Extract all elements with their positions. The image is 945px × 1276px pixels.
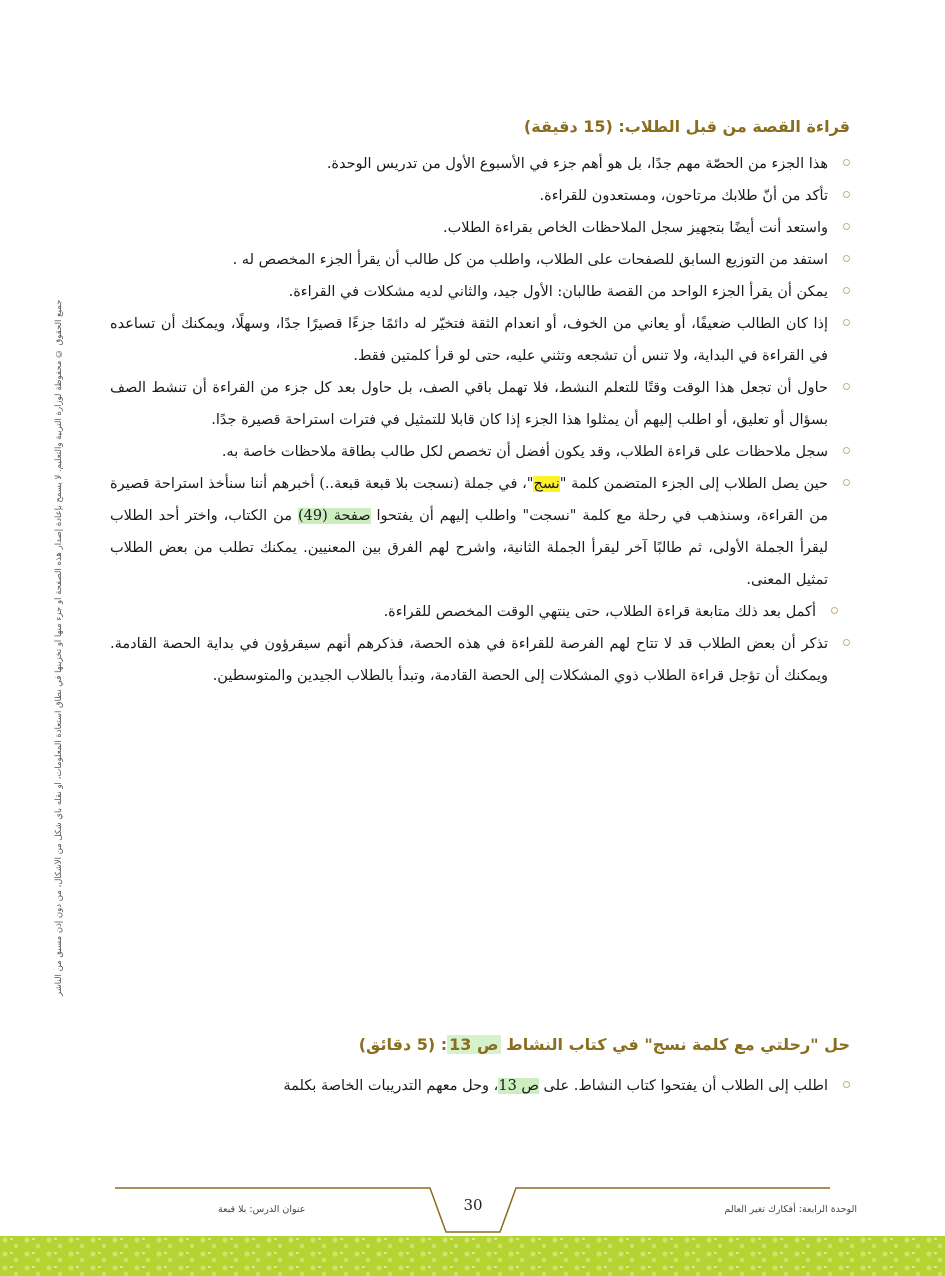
list-item: إذا كان الطالب ضعيفًا، أو يعاني من الخوف، أو انعدام الثقة فتخيّر له دائمًا جزءًا قصيرًا جدًا، وسهلًا، ويمكنك أن تساعده في القراءة في البداية، ولا تنس أن تشجعه وتثني عليه، حتى لو قرأ كلمتين فقط. — [110, 308, 850, 372]
list-item: اطلب إلى الطلاب أن يفتحوا كتاب النشاط. على ص 13، وحل معهم التدريبات الخاصة بكلمة — [110, 1070, 850, 1102]
section-heading-activity: حل "رحلتي مع كلمة نسج" في كتاب النشاط ص 13: (5 دقائق) — [358, 1035, 850, 1054]
circle-bullet-icon — [843, 1081, 850, 1088]
list-item: هذا الجزء من الحصّة مهم جدًا، بل هو أهم جزء في الأسبوع الأول من تدريس الوحدة. — [110, 148, 850, 180]
list-item: سجل ملاحظات على قراءة الطلاب، وقد يكون أفضل أن تخصص لكل طالب بطاقة ملاحظات خاصة به. — [110, 436, 850, 468]
page-reference: صفحة (49) — [297, 508, 371, 524]
list-item: حاول أن تجعل هذا الوقت وقتًا للتعلم النشط، فلا تهمل باقي الصف، بل حاول بعد كل جزء من القراءة أن تنشط الصف بسؤال أو تعليق، أو اطلب إليهم أن يمثلوا هذا الجزء إذا كان قابلا للتمثيل في فترات استراحة قصيرة جدًا. — [110, 372, 850, 436]
section-heading-reading: قراءة القصة من قبل الطلاب: (15 دقيقة) — [523, 117, 850, 136]
footer-pattern-band — [0, 1236, 945, 1276]
footer-unit-title: الوحدة الرابعة: أفكارك تغير العالم — [724, 1204, 857, 1215]
highlighted-word-naseej: نسج — [533, 476, 560, 492]
circle-bullet-icon — [843, 255, 850, 262]
circle-bullet-icon — [831, 607, 838, 614]
circle-bullet-icon — [843, 447, 850, 454]
reading-instructions-list — [110, 148, 850, 692]
list-item: أكمل بعد ذلك متابعة قراءة الطلاب، حتى ينتهي الوقت المخصص للقراءة. — [110, 596, 850, 628]
circle-bullet-icon — [843, 383, 850, 390]
activity-instructions-list — [110, 1070, 850, 1102]
circle-bullet-icon — [843, 639, 850, 646]
circle-bullet-icon — [843, 479, 850, 486]
circle-bullet-icon — [843, 319, 850, 326]
circle-bullet-icon — [843, 223, 850, 230]
page-reference: ص 13 — [498, 1078, 539, 1094]
list-item-naseej: حين يصل الطلاب إلى الجزء المتضمن كلمة "نسج"، في جملة (نسجت بلا قبعة قبعة..) أخبرهم أننا سنأخذ استراحة قصيرة من القراءة، وسنذهب في رحلة مع كلمة "نسجت" واطلب إليهم أن يفتحوا صفحة (49) من الكتاب، واختر أحد الطلاب ليقرأ الجملة الأولى، ثم طالبًا آخر ليقرأ الجملة الثانية، واشرح لهم الفرق بين المعنيين. يمكنك تطلب من بعض الطلاب تمثيل المعنى. — [110, 468, 850, 596]
footer-lesson-title: عنوان الدرس: بلا قبعة — [218, 1204, 306, 1215]
circle-bullet-icon — [843, 287, 850, 294]
list-item: تذكر أن بعض الطلاب قد لا تتاح لهم الفرصة للقراءة في هذه الحصة، فذكرهم أنهم سيقرؤون في بداية الحصة القادمة. ويمكنك أن تؤجل قراءة الطلاب ذوي المشكلات إلى الحصة القادمة، وتبدأ بالطلاب الجيدين والمتوسطين. — [110, 628, 850, 692]
page-number: 30 — [463, 1196, 483, 1214]
list-item: تأكد من أنّ طلابك مرتاحون، ومستعدون للقراءة. — [110, 180, 850, 212]
circle-bullet-icon — [843, 159, 850, 166]
list-item: استفد من التوزيع السابق للصفحات على الطلاب، واطلب من كل طالب أن يقرأ الجزء المخصص له . — [110, 244, 850, 276]
circle-bullet-icon — [843, 191, 850, 198]
list-item: يمكن أن يقرأ الجزء الواحد من القصة طالبان: الأول جيد، والثاني لديه مشكلات في القراءة. — [110, 276, 850, 308]
activity-page-reference: ص 13 — [449, 1035, 499, 1054]
list-item: واستعد أنت أيضًا بتجهيز سجل الملاحظات الخاص بقراءة الطلاب. — [110, 212, 850, 244]
copyright-note: جميع الحقوق © محفوظة لوزارة التربية والتعليم. لا يسمح بإعادة إصدار هذه الصفحة أو جزء منها أو تخزينها في نطاق استعادة المعلومات، أو نقله بأي شكل من الأشكال، من دون إذن مسبق من الناشر — [54, 300, 64, 997]
